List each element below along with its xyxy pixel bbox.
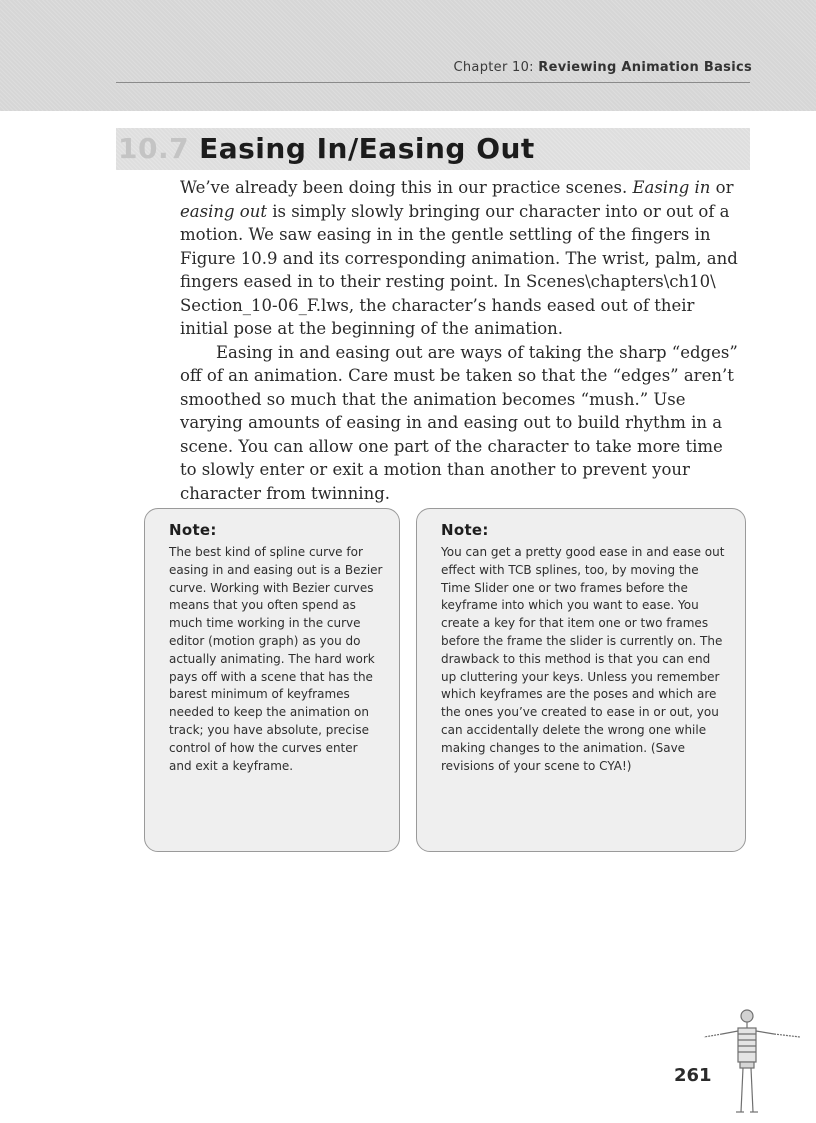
note-box-right	[416, 508, 746, 852]
paragraph-1-part-b: or	[710, 178, 734, 197]
paragraph-1-part-c: is simply slowly bringing our character into or out of a motion. We saw easing in in the gentle settling of the fingers in Figure 10.9 and its corresponding animation. The wrist, palm, and fingers eased in to their resting point. In Scenes\chapters\ch10\ Section_10-06_F.lws, the character’s hands eased out of their initial pose at the beginning of the animation.	[180, 201, 738, 338]
note-title: Note:	[169, 521, 217, 539]
section-title: Easing In/Easing Out	[199, 132, 535, 165]
note-title: Note:	[441, 521, 489, 539]
header-band	[0, 0, 816, 111]
paragraph-1	[180, 176, 740, 341]
note-box-left	[144, 508, 400, 852]
note-text: The best kind of spline curve for easing in and easing out is a Bezier curve. Working with Bezier curves means that you often spend as much time working in the curve editor (motion graph) as you do actually animating. The hard work pays off with a scene that has the barest minimum of keyframes needed to keep the animation on track; you have absolute, precise control of how the curves enter and exit a keyframe.	[169, 545, 383, 773]
paragraph-1-part-a: We’ve already been doing this in our practice scenes.	[180, 178, 633, 197]
chapter-prefix: Chapter 10:	[453, 60, 539, 75]
body-text	[180, 176, 740, 505]
term-easing-out: easing out	[180, 201, 267, 221]
page-number: 261	[674, 1065, 712, 1086]
chapter-title: Reviewing Animation Basics	[538, 60, 752, 75]
section-number: 10.7	[118, 132, 190, 165]
section-heading	[118, 128, 535, 170]
note-text: You can get a pretty good ease in and ease out effect with TCB splines, too, by moving the Time Slider one or two frames before the keyframe into which you want to ease. You create a key for that item one or two frames before the frame the slider is currently on. The drawback to this method is that you can end up cluttering your keys. Unless you remember which keyframes are the poses and which are the ones you’ve created to ease in or out, you can accidentally delete the wrong one while making changes to the animation. (Save revisions of your scene to CYA!)	[441, 545, 725, 773]
term-easing-in: Easing in	[632, 178, 711, 197]
skeleton-figure-icon	[700, 1008, 804, 1120]
running-head	[454, 60, 752, 75]
paragraph-2: Easing in and easing out are ways of taking the sharp “edges” off of an animation. Care must be taken so that the “edges” aren’t smoothed so much that the animation becomes “mush.” Use varying amounts of easing in and easing out to build rhythm in a scene. You can allow one part of the character to take more time to slowly enter or exit a motion than another to prevent your character from twinning.	[180, 342, 738, 503]
header-rule	[116, 82, 750, 83]
